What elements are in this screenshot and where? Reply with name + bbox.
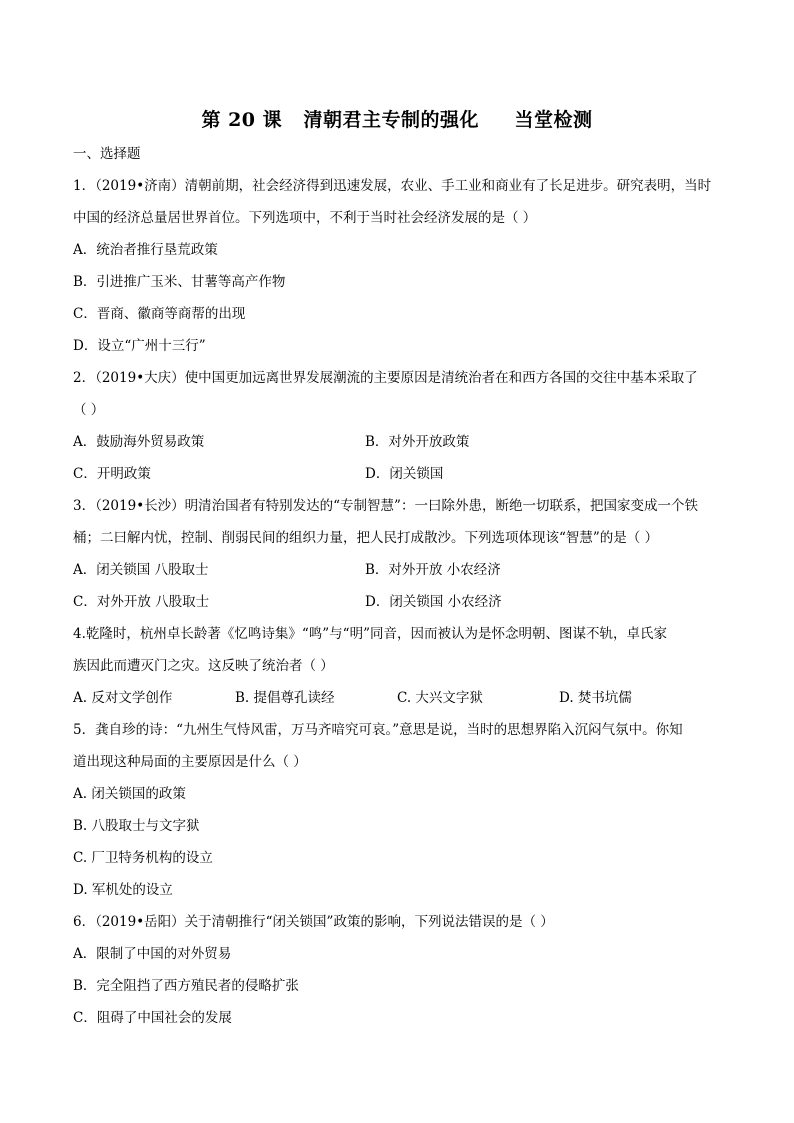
options-row <box>73 431 733 463</box>
question-3 <box>73 495 733 623</box>
option-a: A．统治者推行垦荒政策 <box>73 242 218 258</box>
options-row <box>73 687 733 719</box>
question-stem-line: 5．龚自珍的诗：“九州生气恃风雷，万马齐喑究可哀。”意思是说，当时的思想界陷入沉闷气氛中。你知 <box>73 722 683 738</box>
option-d: D．闭关锁国 <box>365 466 444 482</box>
options-row <box>73 559 733 591</box>
option-b: B. 八股取士与文字狱 <box>73 818 200 834</box>
question-stem-line: （ ） <box>73 402 105 418</box>
option-d: D．设立“广州十三行” <box>73 338 206 354</box>
question-stem-line: 3．（2019•长沙）明清治国者有特别发达的“专制智慧”：一曰除外患，断绝一切联系，把国家变成一个铁 <box>73 498 698 514</box>
option-b: B．完全阻挡了西方殖民者的侵略扩张 <box>73 978 299 994</box>
option-a: A．限制了中国的对外贸易 <box>73 946 232 962</box>
option-a: A．鼓励海外贸易政策 <box>73 434 205 450</box>
options-row <box>73 463 733 495</box>
question-2 <box>73 367 733 495</box>
option-d: D. 焚书坑儒 <box>559 690 632 706</box>
page-title: 第 20 课 清朝君主专制的强化 当堂检测 <box>201 109 593 131</box>
option-c: C．开明政策 <box>73 466 151 482</box>
question-stem-line: 1．（2019•济南）清朝前期，社会经济得到迅速发展，农业、手工业和商业有了长足进步。研究表明，当时 <box>73 178 712 194</box>
question-stem-line: 中国的经济总量居世界首位。下列选项中，不利于当时社会经济发展的是（ ） <box>73 210 537 226</box>
question-5 <box>73 719 733 911</box>
question-4 <box>73 623 733 719</box>
question-stem-line: 2．（2019•大庆）使中国更加远离世界发展潮流的主要原因是清统治者在和西方各国的交往中基本采取了 <box>73 370 698 386</box>
option-d: D．闭关锁国 小农经济 <box>365 594 502 610</box>
option-c: C．晋商、徽商等商帮的出现 <box>73 306 246 322</box>
option-b: B．引进推广玉米、甘薯等高产作物 <box>73 274 286 290</box>
section-heading: 一、选择题 <box>73 146 141 162</box>
option-a: A. 反对文学创作 <box>73 690 173 706</box>
option-b: B．对外开放政策 <box>365 434 470 450</box>
option-c: C. 大兴文字狱 <box>397 690 483 706</box>
option-d: D. 军机处的设立 <box>73 882 173 898</box>
question-stem-line: 6．（2019•岳阳）关于清朝推行“闭关锁国”政策的影响，下列说法错误的是（ ） <box>73 914 554 930</box>
question-stem-line: 族因此而遭灭门之灾。这反映了统治者（ ） <box>73 658 334 674</box>
option-c: C．对外开放 八股取士 <box>73 594 210 610</box>
option-a: A．闭关锁国 八股取士 <box>73 562 209 578</box>
question-1 <box>73 175 733 367</box>
question-stem-line: 4.乾隆时，杭州卓长龄著《忆鸣诗集》“鸣”与“明”同音，因而被认为是怀念明朝、图谋不轨，卓氏家 <box>73 626 667 642</box>
question-stem-line: 桶；二曰解内忧，控制、削弱民间的组织力量，把人民打成散沙。下列选项体现该“智慧”的是（ ） <box>73 530 659 546</box>
option-c: C. 厂卫特务机构的设立 <box>73 850 213 866</box>
options-row <box>73 591 733 623</box>
option-b: B．对外开放 小农经济 <box>365 562 501 578</box>
question-6 <box>73 911 733 1039</box>
option-c: C．阻碍了中国社会的发展 <box>73 1010 232 1026</box>
option-b: B. 提倡尊孔读经 <box>235 690 335 706</box>
question-stem-line: 道出现这种局面的主要原因是什么（ ） <box>73 754 307 770</box>
option-a: A. 闭关锁国的政策 <box>73 786 186 802</box>
question-content <box>73 143 733 1039</box>
